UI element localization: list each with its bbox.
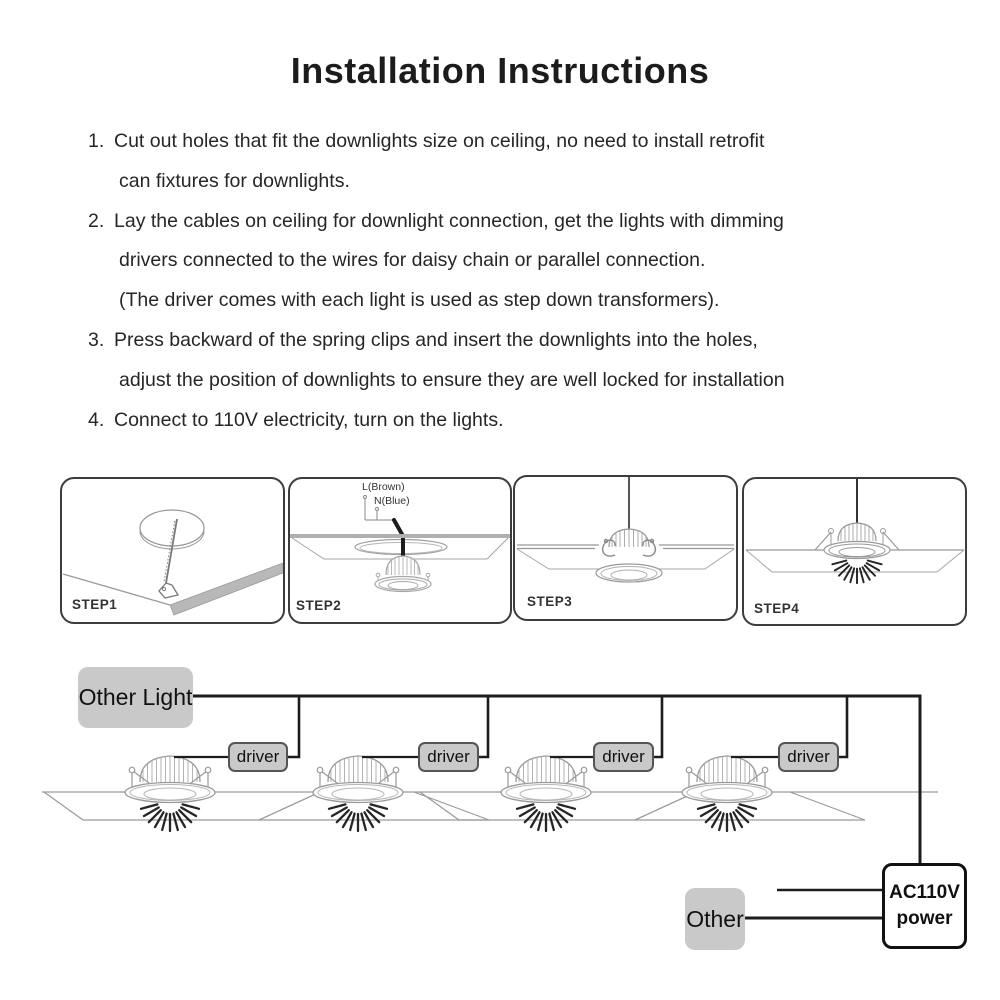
item-number: 3. — [88, 328, 105, 351]
driver-box-1: driver — [228, 742, 288, 772]
other-box: Other — [685, 888, 745, 950]
instruction-item-4 — [88, 401, 918, 441]
downlight-3 — [501, 754, 591, 831]
instruction-line: Press backward of the spring clips and insert the downlights into the holes, — [114, 328, 758, 351]
instruction-line: (The driver comes with each light is used as step down transformers). — [119, 289, 720, 312]
ceiling-panels — [42, 792, 938, 820]
driver-box-3: driver — [593, 742, 654, 772]
instruction-list — [88, 122, 918, 440]
downlight-2 — [313, 754, 403, 831]
instruction-line: adjust the position of downlights to ensure they are well locked for installation — [119, 368, 785, 391]
step2-label: STEP2 — [296, 598, 342, 613]
driver-box-2: driver — [418, 742, 479, 772]
instruction-item-3 — [88, 321, 918, 401]
wires — [174, 696, 920, 918]
item-number: 1. — [88, 130, 105, 152]
live-wire-label: L(Brown) — [362, 481, 405, 493]
item-number: 4. — [88, 408, 105, 431]
neutral-wire-label: N(Blue) — [374, 495, 410, 507]
downlight-hanging — [375, 554, 431, 592]
downlight-1 — [125, 754, 215, 831]
ac-power-line2: power — [896, 908, 953, 929]
ac-power-box — [882, 863, 967, 949]
step3-label: STEP3 — [527, 594, 573, 609]
instruction-line: can fixtures for downlights. — [119, 169, 350, 192]
instruction-item-2 — [88, 202, 918, 321]
downlight-4 — [682, 754, 772, 831]
downlight-installed — [815, 521, 899, 583]
instruction-line: Cut out holes that fit the downlights size on ceiling, no need to install retrofit — [114, 130, 765, 152]
instruction-line: drivers connected to the wires for daisy chain or parallel connection. — [119, 249, 706, 272]
page-title: Installation Instructions — [290, 50, 710, 91]
driver-box-4: driver — [778, 742, 839, 772]
instruction-item-1 — [88, 122, 918, 202]
step4-label: STEP4 — [754, 601, 800, 616]
instruction-line: Lay the cables on ceiling for downlight connection, get the lights with dimming — [114, 209, 784, 232]
item-number: 2. — [88, 209, 105, 232]
other-light-box: Other Light — [78, 667, 193, 728]
ac-power-line1: AC110V — [889, 882, 960, 903]
step1-label: STEP1 — [72, 597, 118, 612]
instruction-line: Connect to 110V electricity, turn on the lights. — [114, 408, 504, 431]
